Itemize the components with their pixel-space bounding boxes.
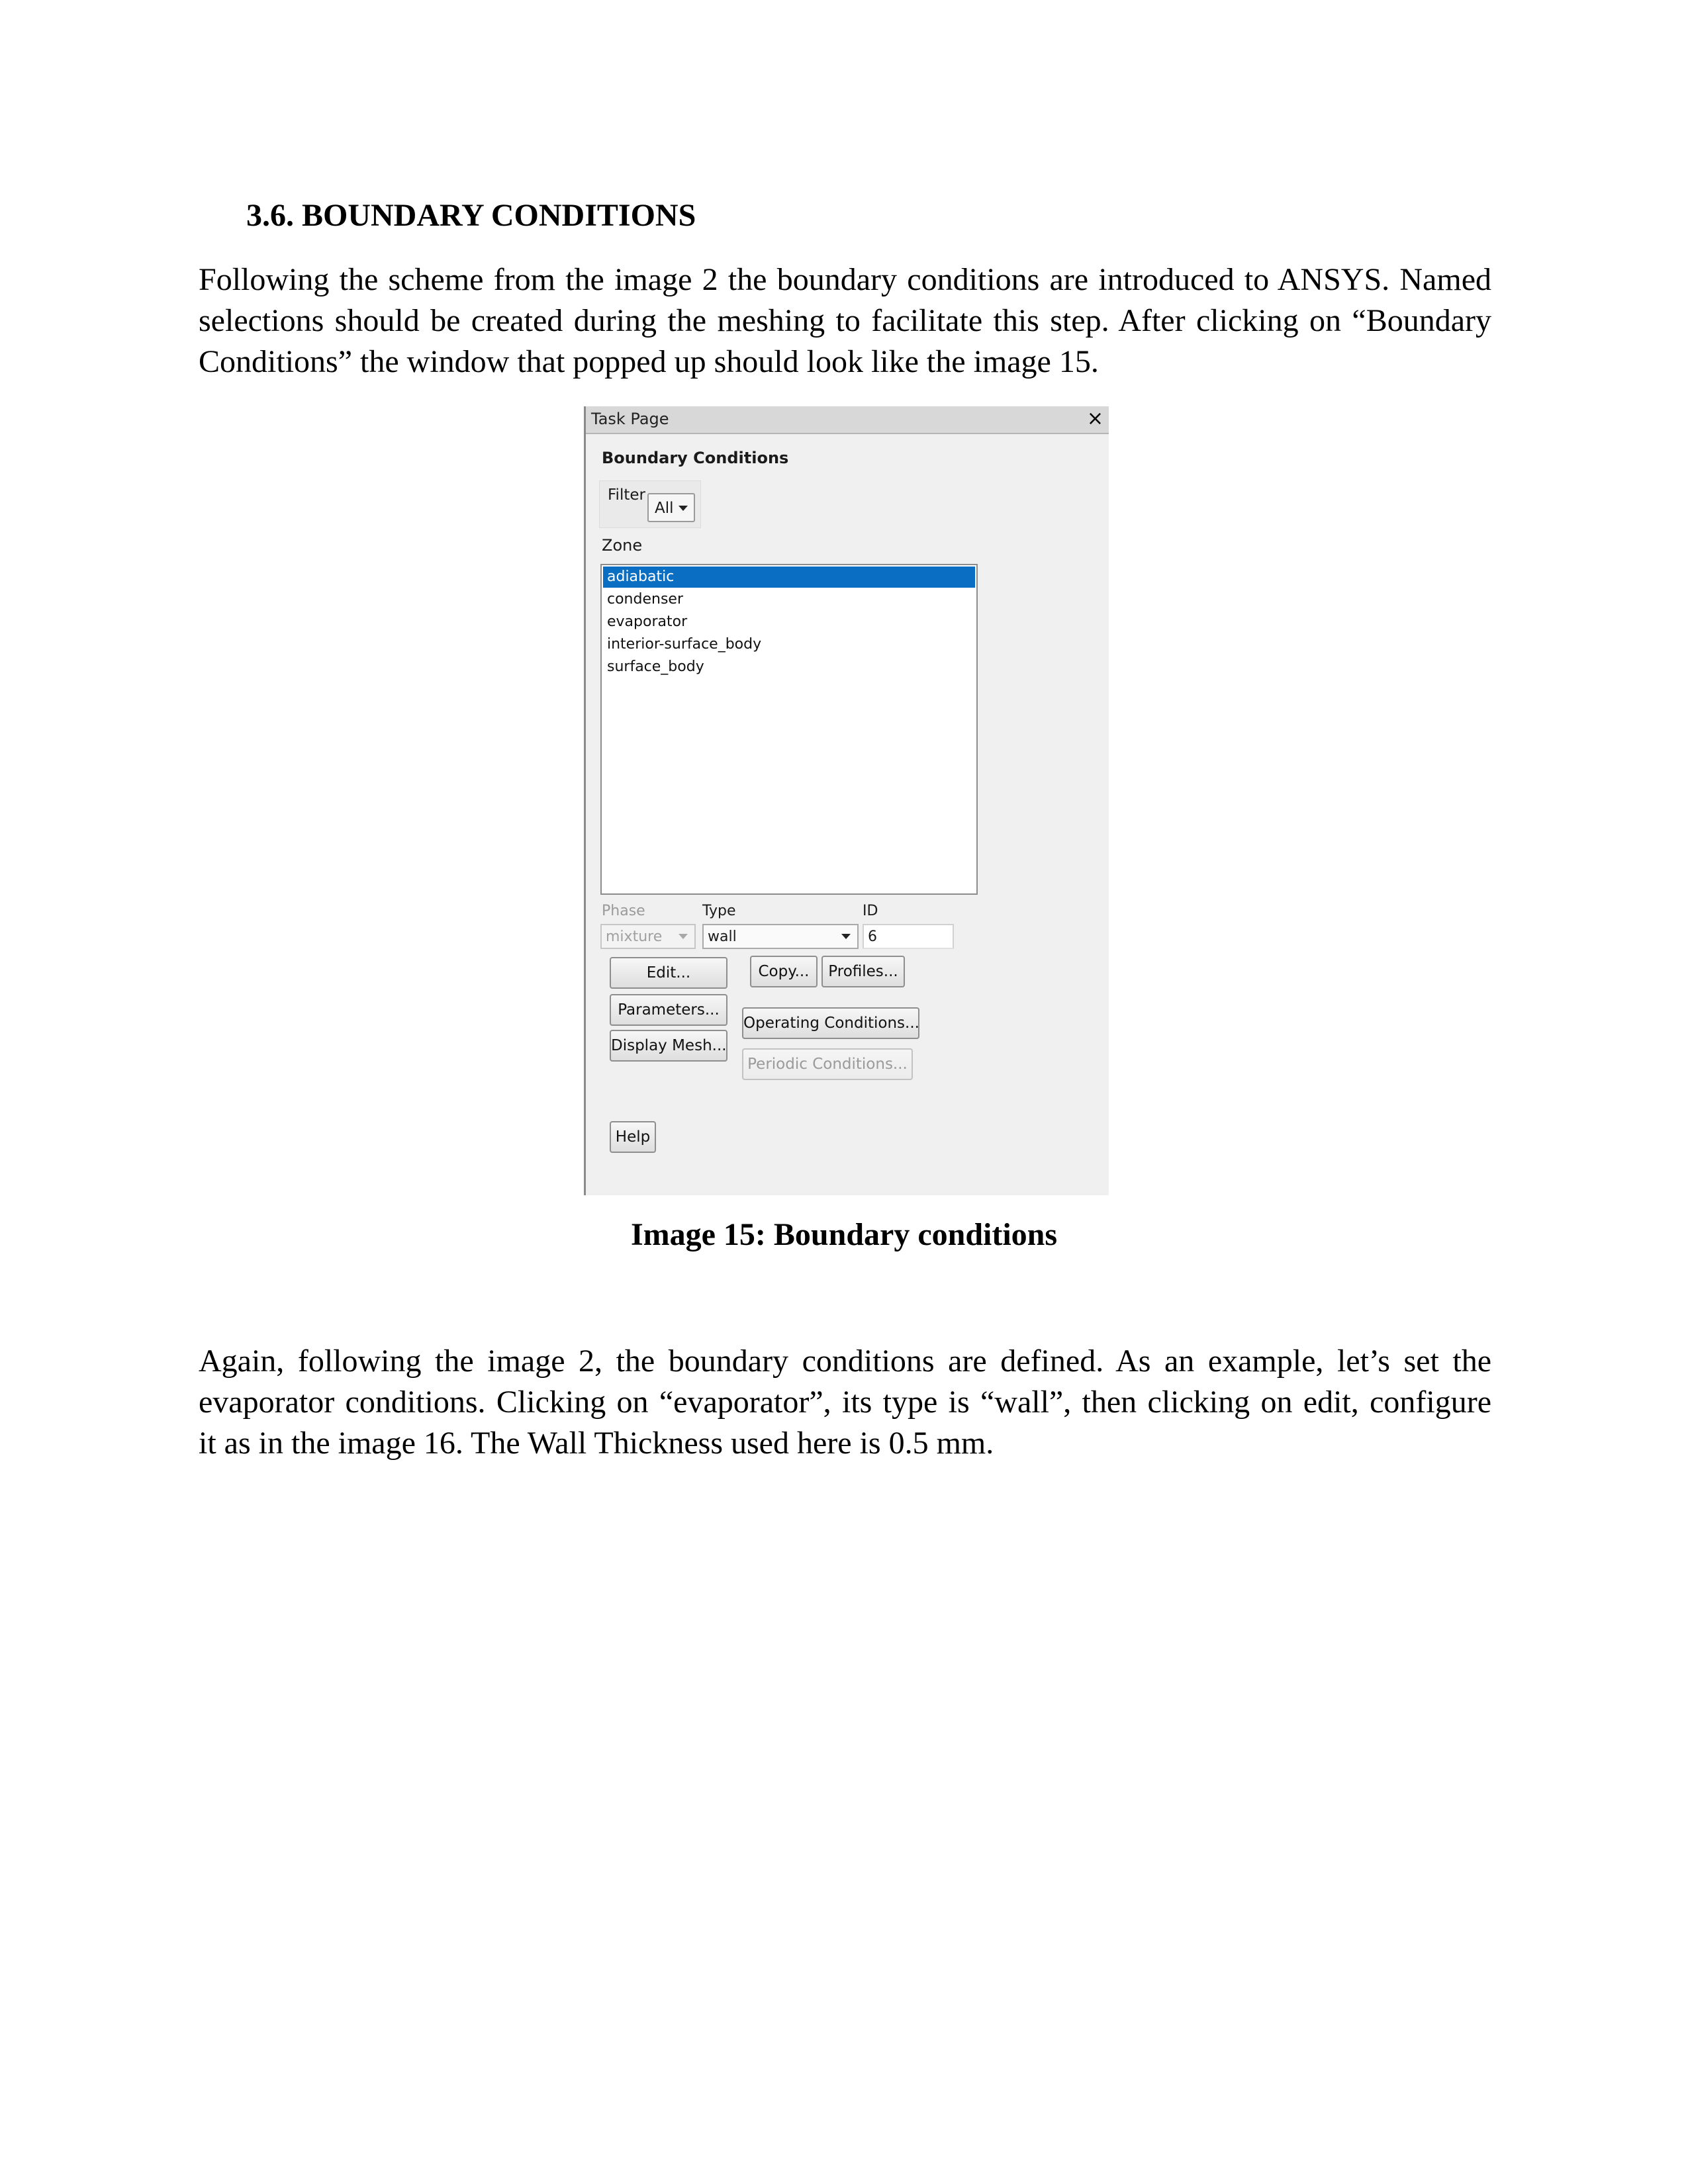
paragraph-line: Conditions” the window that popped up should look like the image 15. <box>199 344 1099 379</box>
zone-item-surface-body[interactable]: surface_body <box>607 659 704 675</box>
paragraph-line: evaporator conditions. Clicking on “evaporator”, its type is “wall”, then clicking on edit, configure <box>199 1385 1491 1420</box>
task-page-title: Task Page <box>591 410 669 428</box>
figure-caption-text: Image 15: Boundary conditions <box>630 1217 1058 1252</box>
example-paragraph <box>199 1341 1491 1464</box>
edit-button[interactable]: Edit... <box>610 957 727 989</box>
boundary-conditions-screenshot <box>584 406 1109 1195</box>
section-heading: 3.6. BOUNDARY CONDITIONS <box>246 198 696 233</box>
type-value: wall <box>708 929 737 945</box>
zone-item-adiabatic[interactable]: adiabatic <box>603 567 975 588</box>
paragraph-line: Again, following the image 2, the boundary conditions are defined. As an example, let’s set the <box>199 1343 1491 1379</box>
id-field[interactable] <box>863 924 954 949</box>
panel-heading: Boundary Conditions <box>602 449 789 467</box>
type-label: Type <box>702 903 736 919</box>
type-dropdown[interactable] <box>702 924 859 949</box>
chevron-down-icon <box>679 506 688 511</box>
periodic-conditions-button: Periodic Conditions... <box>742 1048 913 1080</box>
parameters-button[interactable]: Parameters... <box>610 994 727 1026</box>
phase-value: mixture <box>606 929 663 945</box>
intro-paragraph <box>199 259 1491 383</box>
phase-dropdown <box>600 924 696 949</box>
operating-conditions-button[interactable]: Operating Conditions... <box>742 1007 919 1039</box>
zone-item-condenser[interactable]: condenser <box>607 591 683 608</box>
phase-label: Phase <box>602 903 645 919</box>
copy-button[interactable]: Copy... <box>750 956 818 987</box>
filter-label: Filter <box>608 486 645 504</box>
paragraph-line: Following the scheme from the image 2 the boundary conditions are introduced to ANSYS. Named <box>199 262 1491 297</box>
id-label: ID <box>863 903 878 919</box>
zone-item-evaporator[interactable]: evaporator <box>607 614 688 630</box>
task-page-titlebar <box>586 406 1109 434</box>
id-value: 6 <box>868 929 877 945</box>
paragraph-line: selections should be created during the meshing to facilitate this step. After clicking on “Boundary <box>199 303 1491 338</box>
zone-item-interior-surface-body[interactable]: interior-surface_body <box>607 636 762 653</box>
profiles-button[interactable]: Profiles... <box>821 956 905 987</box>
display-mesh-button[interactable]: Display Mesh... <box>610 1030 727 1062</box>
figure-caption <box>0 1216 1688 1253</box>
zone-label: Zone <box>602 536 643 555</box>
help-button[interactable]: Help <box>610 1121 656 1153</box>
filter-group <box>599 480 701 528</box>
paragraph-line: it as in the image 16. The Wall Thickness used here is 0.5 mm. <box>199 1426 994 1461</box>
filter-value: All <box>655 500 674 517</box>
chevron-down-icon <box>679 934 688 939</box>
zone-list[interactable] <box>600 564 978 895</box>
filter-dropdown[interactable] <box>647 493 695 522</box>
close-icon[interactable]: × <box>1086 407 1103 430</box>
chevron-down-icon <box>841 934 851 939</box>
